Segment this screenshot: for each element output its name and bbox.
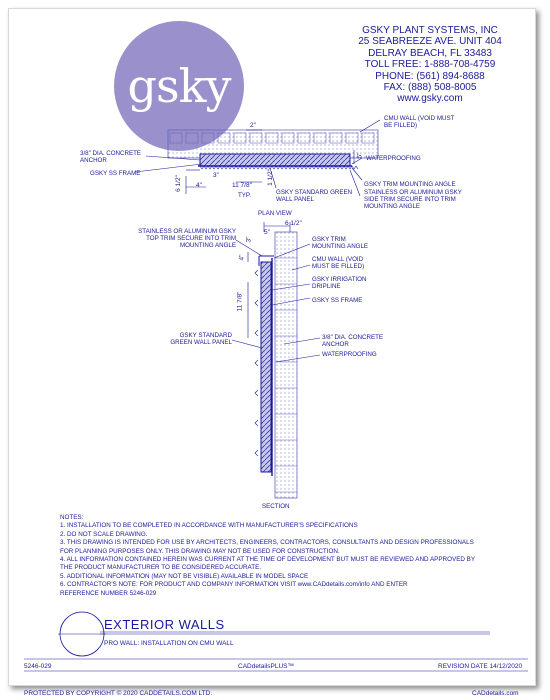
section-dim-4: 4" (238, 254, 246, 261)
company-phone: PHONE: (561) 894-8688 (375, 70, 485, 82)
drawing-title: EXTERIOR WALLS (104, 617, 225, 632)
plan-label-side-trim: STAINLESS OR ALUMINUM GSKY SIDE TRIM SECURE INTO TRIM MOUNTING ANGLE (364, 189, 462, 211)
drawing-subtitle: PRO WALL: INSTALLATION ON CMU WALL (104, 640, 234, 647)
plan-label-trim-angle: GSKY TRIM MOUNTING ANGLE (364, 181, 456, 188)
company-address2: DELRAY BEACH, FL 33483 (368, 47, 492, 59)
company-tollfree: TOLL FREE: 1-888-708-4759 (364, 59, 496, 71)
plan-label-anchor: 3/8" DIA. CONCRETE ANCHOR (80, 150, 141, 165)
company-address1: 25 SEABREEZE AVE. UNIT 404 (358, 36, 502, 48)
plan-dim-11-7-8: 11 7/8" (232, 182, 252, 189)
revision-date: REVISION DATE 14/12/2020 (438, 663, 523, 670)
company-website[interactable]: www.gsky.com (397, 93, 463, 105)
notes-block (60, 514, 475, 598)
reference-number: 5246-029 (24, 663, 52, 670)
section-label-ss-frame: GSKY SS FRAME (312, 297, 363, 304)
plan-label-std-panel: GSKY STANDARD GREEN WALL PANEL (276, 189, 353, 204)
plan-dim-4: 4" (196, 182, 202, 189)
section-label-top-trim: STAINLESS OR ALUMINUM GSKY TOP TRIM SECURE INTO TRIM MOUNTING ANGLE (138, 228, 236, 250)
plan-label-typ: TYP. (238, 192, 251, 199)
plan-dim-1-1-2: 1 1/2" (266, 169, 274, 186)
plan-view-title: PLAN VIEW (258, 210, 292, 217)
note-line: REFERENCE NUMBER 5246-029 (60, 589, 157, 597)
logo-text: gsky (127, 59, 231, 113)
section-green-wall-panel (255, 256, 274, 476)
note-line: 6. CONTRACTOR'S NOTE: FOR PRODUCT AND COMPANY INFORMATION VISIT www.CADdetails.com/info AND ENTER (60, 581, 408, 589)
company-fax: FAX: (888) 508-8005 (383, 82, 477, 94)
section-dim-5: 5" (264, 229, 270, 236)
section-label-std-panel: GSKY STANDARD GREEN WALL PANEL (170, 332, 232, 347)
caddetails-site-link[interactable]: CADdetails.com (472, 690, 519, 697)
section-label-anchor: 3/8" DIA. CONCRETE ANCHOR (322, 334, 383, 349)
company-name: GSKY PLANT SYSTEMS, INC (362, 25, 498, 36)
note-line: 3. THIS DRAWING IS INTENDED FOR USE BY ARCHITECTS, ENGINEERS, CONTRACTORS, CONSULTANTS AND DESIGN PROFESSIONALS (60, 539, 474, 547)
note-line: 5. ADDITIONAL INFORMATION (MAY NOT BE VISIBLE) AVAILABLE IN MODEL SPACE (60, 572, 309, 580)
section-cmu-wall (275, 232, 297, 498)
notes-heading: NOTES: (60, 514, 84, 521)
section-dim-11-7-8: 11 7/8" (236, 291, 244, 312)
plan-dim-6-1-2: 6 1/2" (174, 175, 182, 192)
copyright-notice: PROTECTED BY COPYRIGHT © 2020 CADDETAILS.COM LTD. (24, 690, 213, 697)
section-label-irrigation: GSKY IRRIGATION DRIPLINE (312, 276, 367, 291)
plan-green-wall-panel (198, 154, 358, 169)
note-line: 2. DO NOT SCALE DRAWING. (60, 530, 148, 538)
section-label-cmu-wall: CMU WALL (VOID MUST BE FILLED) (312, 256, 365, 271)
note-line: 1. INSTALLATION TO BE COMPLETED IN ACCORDANCE WITH MANUFACTURER'S SPECIFICATIONS (60, 522, 358, 530)
plan-dim-2: 2" (250, 122, 256, 129)
note-line: THE PRODUCT MANUFACTURER TO BE CONSIDERED ACCURATE. (60, 564, 262, 572)
note-line: FOR PLANNING PURPOSES ONLY. THIS DRAWING MAY NOT BE USED FOR CONSTRUCTION. (60, 547, 340, 555)
section-label-waterproofing: WATERPROOFING (322, 351, 377, 358)
plan-label-cmu-wall: CMU WALL (VOID MUST BE FILLED) (384, 115, 455, 130)
plan-dim-3: 3" (213, 172, 219, 179)
section-view-title: SECTION (262, 503, 290, 510)
section-dim-3: 3" (245, 236, 253, 243)
note-line: 4. ALL INFORMATION CONTAINED HEREIN WAS CURRENT AT THE TIME OF DEVELOPMENT BUT MUST BE REVIEWED AND APPROVED BY (60, 556, 476, 564)
caddetails-plus: CADdetailsPLUS™ (238, 663, 294, 670)
plan-dim-5: 5" (356, 152, 364, 159)
section-label-trim-angle: GSKY TRIM MOUNTING ANGLE (312, 236, 369, 251)
plan-label-waterproofing: WATERPROOFING (366, 155, 421, 162)
section-dim-6-1-2: 6 1/2" (285, 220, 302, 227)
plan-label-ss-frame: GSKY SS FRAME (90, 170, 141, 177)
